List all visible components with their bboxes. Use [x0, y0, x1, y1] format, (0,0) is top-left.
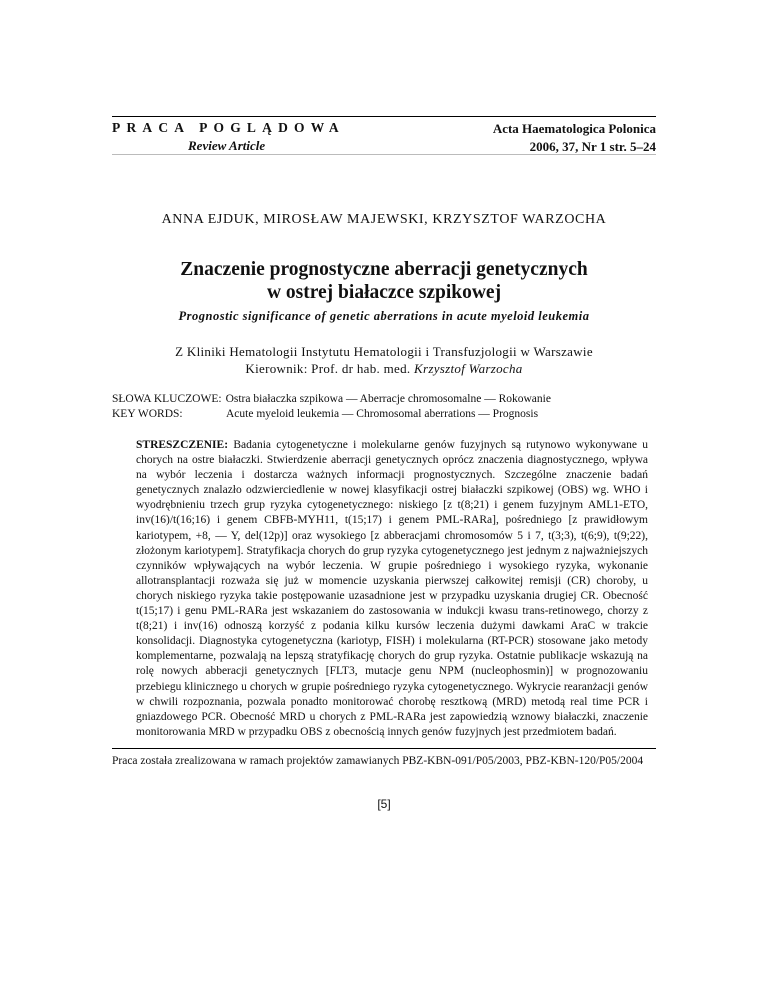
header-divider	[112, 154, 656, 155]
affiliation	[0, 343, 768, 377]
article-type-block	[112, 120, 345, 154]
affiliation-head-name: Krzysztof Warzocha	[414, 361, 523, 376]
footnote-rule	[112, 748, 656, 749]
title-english: Prognostic significance of genetic aberrations in acute myeloid leukemia	[178, 309, 590, 323]
funding-footnote: Praca została zrealizowana w ramach projektów zamawianych PBZ-KBN-091/P05/2003, PBZ-KBN-120/P05/2004	[112, 755, 644, 767]
abstract-text: Badania cytogenetyczne i molekularne genów fuzyjnych są rutynowo wykonywane u chorych na ostre białaczki. Stwierdzenie aberracji genetycznych oprócz znaczenia diagnostycznego, wpływa na wybór leczenia i dostarcza ważnych informacji prognostycznych. Szczególne znaczenie badań genetycznych znalazło odzwierciedlenie w nowej klasyfikacji ostrej białaczki szpikowej (OBS) wg. WHO i wyodrębnieniu trzech grup ryzyka cytogenetycznego: niskiego [z t(8;21) i genem fuzyjnym AML1-ETO, inv(16)/t(16;16) i genem CBFB-MYH11, t(15;17) i genem PML-RARa], pośredniego [z prawidłowym kariotypem, +8, — Y, del(12p)] oraz wysokiego [z abberacjami chromosomów 5 i 7, t(3;3), t(6;9), t(9;22), złożonym kariotypem]. Stratyfikacja chorych do grup ryzyka cytogenetycznego jest jednym z najważniejszych czynników wpływających na wybór leczenia. W grupie pośredniego i wysokiego ryzyka, wykonanie allotransplantacji rozważa się już w momencie uzyskania pierwszej całkowitej remisji (CR) choroby, u chorych niskiego ryzyka takie postępowanie uzasadnione jest w przypadku uzyskania drugiej CR. Obecność t(15;17) i genu PML-RARa jest wskazaniem do zastosowania w indukcji kwasu trans-retinowego, chorzy z t(8;21) i inv(16) odnoszą korzyść z podania kilku kursów leczenia dużymi dawkami AraC w trakcie konsolidacji. Diagnostyka cytogenetyczna (kariotyp, FISH) i molekularna (RT-PCR) stosowane jako metody komplementarne, pozwalają na lepszą stratyfikację chorych do grup ryzyka. Ostatnie publikacje wskazują na rolę nowych abberacji genetycznych [FLT3, mutacje genu NPM (nucleophosmin)] w prognozowaniu przebiegu klinicznego u chorych w grupie pośredniego ryzyka cytogenetycznego. Wykrycie rearanżacji genów w chwili rozpoznania, pozwala ponadto monitorować chorobę resztkową (MRD) metodą real time PCR i gniazdowego PCR. Obecność MRD u chorych z PML-RARa jest zapowiedzią wznowy białaczki, znaczenie monitorowania MRD w przypadku OBS z obecnością innych genów fuzyjnych jest przedmiotem badań.	[136, 439, 648, 738]
keywords-polish-label: SŁOWA KLUCZOWE:	[112, 393, 222, 405]
affiliation-head-prefix: Kierownik: Prof. dr hab. med.	[245, 361, 411, 376]
affiliation-head	[0, 360, 768, 377]
abstract	[136, 438, 648, 740]
title-line-1: Znaczenie prognostyczne aberracji genetycznych	[180, 259, 588, 280]
keywords-english	[112, 407, 656, 422]
title-polish	[0, 258, 768, 304]
title-line-2: w ostrej białaczce szpikowej	[266, 282, 502, 303]
article-type-english: Review Article	[188, 138, 266, 153]
keywords-english-text: Acute myeloid leukemia — Chromosomal aberrations — Prognosis	[226, 408, 539, 420]
journal-name: Acta Haematologica Polonica	[492, 121, 656, 136]
keywords-polish	[112, 392, 656, 407]
authors: ANNA EJDUK, MIROSŁAW MAJEWSKI, KRZYSZTOF WARZOCHA	[161, 212, 607, 227]
header-rule	[112, 116, 656, 117]
keywords-english-label: KEY WORDS:	[112, 408, 183, 420]
page-number: [5]	[377, 797, 391, 811]
keywords-polish-text: Ostra białaczka szpikowa — Aberracje chromosomalne — Rokowanie	[225, 393, 551, 405]
keywords-block	[112, 392, 656, 422]
article-type: PRACA POGLĄDOWA	[112, 120, 345, 135]
abstract-label: STRESZCZENIE:	[136, 439, 229, 451]
journal-block	[493, 120, 656, 156]
affiliation-institute: Z Kliniki Hematologii Instytutu Hematologii i Transfuzjologii w Warszawie	[175, 344, 593, 359]
journal-citation: 2006, 37, Nr 1 str. 5–24	[529, 139, 656, 154]
